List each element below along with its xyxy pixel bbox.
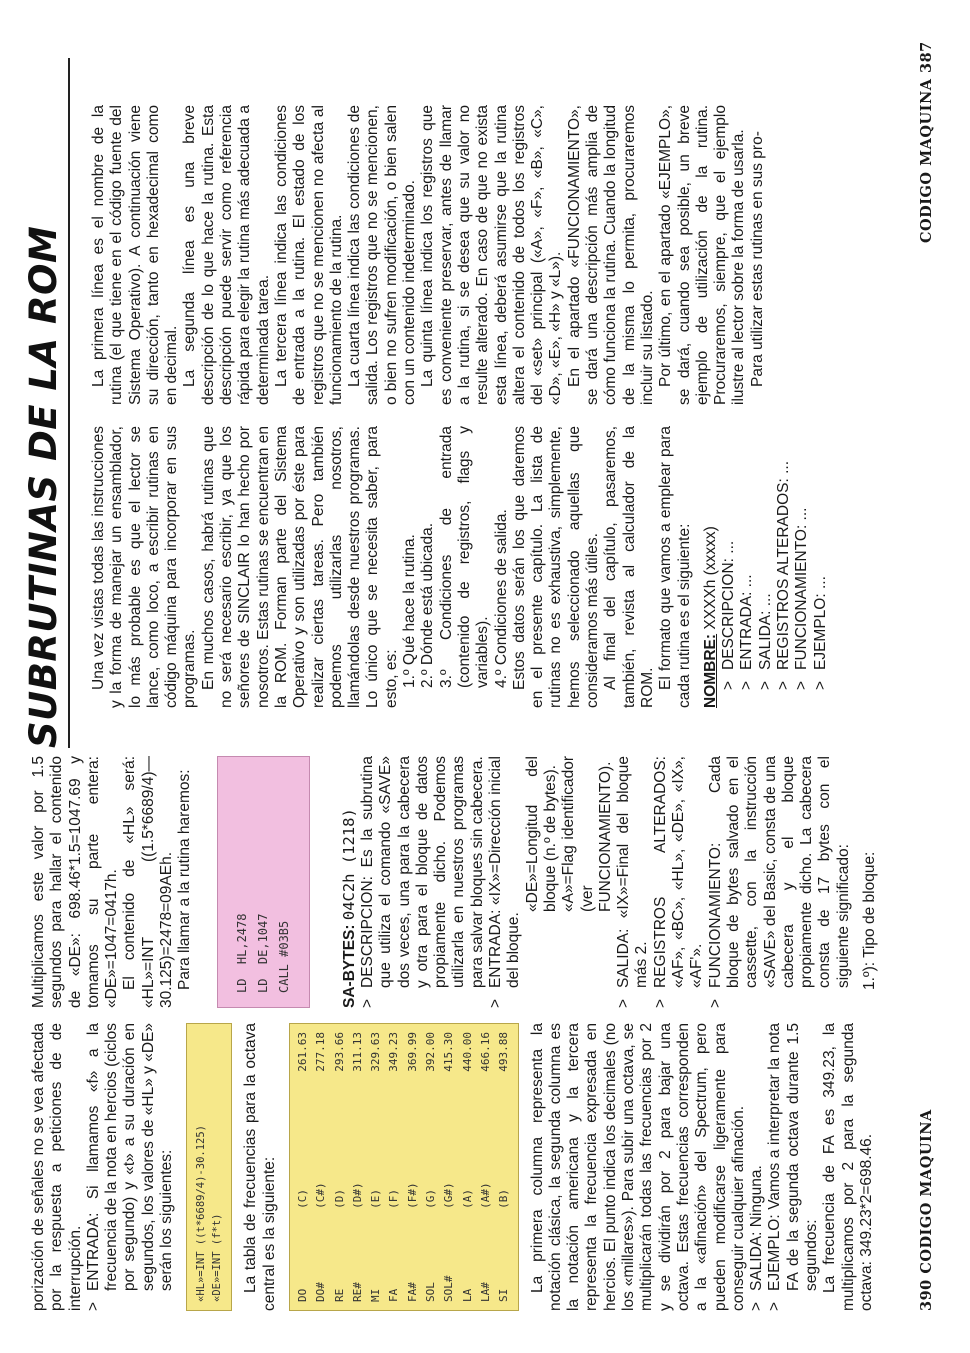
table-row — [404, 1030, 422, 1304]
frequency-cell: 369.99 — [405, 1032, 419, 1072]
frequency-table-body — [294, 1030, 514, 1304]
paragraph: Multiplicamos este valor por 1.5 segundos para hallar el contenido de «DE»: 698.46*1.5=1047.69 y tomamos su parte entera: «DE»=1047=0417h. — [30, 756, 121, 1008]
paragraph: La primera línea es el nombre de la rutina (el que tiene en el código fuente del Sistema Operativo). A continuación viene su dirección, tanto en hexadecimal como en decimal. — [90, 105, 181, 405]
note-alt-cell: (A) — [460, 1188, 474, 1209]
format-item: > EJEMPLO: ... — [812, 426, 830, 690]
routine-address: 04C2h (1218) — [339, 808, 358, 921]
paragraph: La frecuencia de FA es 349.23, la multiplicamos por 2 para la segunda octava: 349.23*2=698.46. — [821, 1023, 875, 1311]
note-name-cell: DO — [295, 1288, 309, 1302]
left-column-2 — [30, 756, 879, 1008]
note-name-cell: LA# — [478, 1282, 492, 1302]
routine-address: XXXXh (xxxxx) — [701, 526, 719, 630]
frequency-cell: 493.88 — [497, 1032, 511, 1072]
format-item: > ENTRADA: ... — [738, 426, 756, 690]
table-row — [459, 1030, 477, 1304]
code-box: LD HL,2478 LD DE,1047 CALL #03B5 — [217, 756, 310, 1008]
note-name-cell: SOL# — [442, 1275, 456, 1302]
frequency-cell: 277.18 — [314, 1032, 328, 1072]
frequency-cell: 466.16 — [478, 1032, 492, 1072]
note-alt-cell: (E) — [369, 1188, 383, 1209]
paragraph: La segunda línea es una breve descripción de lo que hace la rutina. Esta descripción puede servir como referencia rápida para elegir la rutina más adecuada a determinada tarea. — [181, 105, 272, 405]
routine-label: SA-BYTES: — [340, 924, 358, 1008]
note-alt-cell: (A#) — [478, 1182, 492, 1209]
paragraph: En muchos casos, habrá rutinas que no será necesario escribir, ya que los señores de SINCLAIR lo han hecho por nosotros. Estas rutinas se encuentran en la ROM. Forman parte del Sistema Operativo y son utilizadas por éste para realizar ciertas tareas. Pero también podemos utilizarlas nosotros, llamándolas desde nuestros programas. Lo único que se necesita saber, para esto, es: — [199, 426, 400, 708]
paragraph: 1.º): Tipo de bloque: — [860, 851, 878, 990]
format-item: > SALIDA: ... — [757, 426, 775, 690]
paragraph: La cuarta línea indica las condiciones de salida. Los registros que no se mencionen, o bien no sufren modificación, o bien salen con un contenido indeterminado. — [346, 105, 419, 405]
table-row — [440, 1030, 458, 1304]
table-row — [331, 1030, 349, 1304]
routine-name — [702, 426, 720, 708]
frequency-cell: 440.00 — [460, 1032, 474, 1072]
list-item: 3.º Condiciones de entrada (contenido de registros, flags y variables). — [437, 426, 492, 688]
table-row — [312, 1030, 330, 1304]
format-item: > FUNCIONAMIENTO: ... — [793, 426, 811, 690]
paragraph: Una vez vistas todas las instrucciones y la forma de manejar un ensamblador, lo más probable es que el lector se lance, como loco, a escribir rutinas en código máquina para incorporar en sus programas. — [90, 426, 199, 708]
note-alt-cell: (C#) — [314, 1182, 328, 1209]
note-name-cell: MI — [369, 1288, 383, 1302]
salida-item: > SALIDA: Ninguna. — [748, 1023, 766, 1311]
format-item: > REGISTROS ALTERADOS: ... — [775, 426, 793, 690]
paragraph: El contenido de «HL» será: «HL»=INT ((1.5*6689/4)—30.125)=2478=09AEh. — [121, 756, 176, 1008]
table-row — [367, 1030, 385, 1304]
frequency-cell: 293.66 — [332, 1032, 346, 1072]
table-row — [294, 1030, 312, 1304]
formula-line: «HL»=INT ((t*6689/4)-30.125) — [195, 1124, 208, 1302]
registros-item: > REGISTROS ALTERADOS: «AF», «BC», «HL», «DE», «IX», «AF'». — [652, 756, 707, 1008]
right-folio: CODIGO MAQUINA 387 — [918, 41, 935, 243]
funcionamiento-item: > FUNCIONAMIENTO: Cada bloque de bytes salvado en el cassette, con la instrucción «SAVE» del Basic, consta de una cabecera y el bloque propiamente dicho. La cabecera consta de 17 bytes con el siguiente significado: — [707, 756, 853, 1008]
note-name-cell: SI — [497, 1288, 511, 1302]
paragraph: porización de señales no se vea afectada por la respuesta a peticiones de de interrupción. — [30, 1023, 84, 1311]
note-alt-cell: (D#) — [350, 1182, 364, 1209]
entrada-item: > ENTRADA: «IX»=Dirección inicial del bloque. — [487, 756, 524, 1008]
table-row — [477, 1030, 495, 1304]
table-row — [495, 1030, 513, 1304]
note-alt-cell: (C) — [295, 1188, 309, 1209]
table-row — [349, 1030, 367, 1304]
paragraph: La quinta línea indica los registros que es conveniente preservar, antes de llamar a la rutina, si se desea que su valor no resulte alterado. En caso de que no exista esta línea, deberá asumirse que la rutina altera el contenido de todos los registros del «set» principal («A», «F», «B», «C», «D», «E», «H» y «L»). — [419, 105, 565, 405]
note-name-cell: DO# — [314, 1282, 328, 1302]
format-list — [720, 426, 830, 708]
note-name-cell: RE — [332, 1288, 346, 1302]
table-row — [385, 1030, 403, 1304]
format-item: > DESCRIPCION: ... — [720, 426, 738, 690]
note-name-cell: RE# — [350, 1282, 364, 1302]
note-name-cell: FA — [387, 1288, 401, 1302]
paragraph: La tabla de frecuencias para la octava central es la siguiente: — [242, 1023, 278, 1311]
frequency-cell: 329.63 — [369, 1032, 383, 1072]
left-column-1 — [30, 1023, 876, 1311]
right-column-2 — [90, 105, 767, 405]
frequency-table — [289, 1023, 519, 1311]
note-name-cell: FA# — [405, 1282, 419, 1302]
table-row — [422, 1030, 440, 1304]
routine-name — [340, 756, 359, 1008]
routine-label: NOMBRE: — [701, 633, 719, 708]
paragraph: La tercera línea indica las condiciones de entrada a la rutina. El estado de los registros que no se mencionen no afecta al funcionamiento de la rutina. — [272, 105, 345, 405]
paragraph: El formato que vamos a emplear para cada rutina es el siguiente: — [657, 426, 693, 708]
note-alt-cell: (G) — [424, 1188, 438, 1209]
note-alt-cell: (F#) — [405, 1182, 419, 1209]
ejemplo-item: > EJEMPLO: Vamos a interpretar la nota FA de la segunda octava durante 1.5 segundos: — [766, 1023, 821, 1311]
formula-line: «DE»=INT (f*t) — [211, 1213, 224, 1302]
title-rule — [68, 58, 70, 748]
paragraph: Para llamar a la rutina haremos: — [176, 769, 194, 990]
chapter-title: SUBRUTINAS DE LA ROM — [22, 225, 65, 748]
entrada-line: «DE»=Longitud del bloque (n.º de bytes). — [523, 756, 559, 912]
frequency-cell: 311.13 — [350, 1032, 364, 1072]
frequency-cell: 415.30 — [442, 1032, 456, 1072]
note-alt-cell: (F) — [387, 1188, 401, 1209]
entrada-line: «A»=Flag identificador (ver FUNCIONAMIENTO). — [560, 756, 614, 912]
note-alt-cell: (G#) — [442, 1182, 456, 1209]
note-name-cell: SOL — [424, 1282, 438, 1302]
paragraph: Estos datos serán los que daremos en el presente capítulo. La lista de rutinas no es exhaustiva, simplemente, hemos seleccionado aquellas que consideramos más útiles. — [510, 426, 602, 708]
paragraph: Al final del capítulo, pasaremos, también, revista al calculador de la ROM. — [602, 426, 656, 708]
formula-box — [186, 1023, 232, 1311]
paragraph: La primera columna representa la notación clásica, la segunda columna es la notación americana y la tercera representa la frecuencia expresada en hercios. El punto indica los decimales (no los «millares»). Para subir una octava, se multiplicarán todas las frecuencias por 2 y se dividirán por 2 para bajar una octava. Estas frecuencias corresponden a la «afinación» del Spectrum, pero pueden modificarse ligeramente para conseguir cualquier afinación. — [528, 1023, 747, 1311]
note-name-cell: LA — [460, 1288, 474, 1302]
left-folio: 390 CODIGO MAQUINA — [918, 1109, 935, 1311]
note-alt-cell: (B) — [497, 1188, 511, 1209]
entrada-item: > ENTRADA: Si llamamos «f» a la frecuencia de la nota en hercios (ciclos por segundo) y «t» a su duración en segundos, los valores de «HL» y «DE» serán los siguientes: — [85, 1023, 176, 1311]
descripcion-item: > DESCRIPCION: Es la subrutina que utiliza el comando «SAVE» dos veces, una para la cabecera y otra para el bloque de datos propiamente dicho. Podemos utilizarla en nuestros programas para salvar bloques sin cabecera. — [359, 756, 487, 1008]
frequency-cell: 392.00 — [424, 1032, 438, 1072]
note-alt-cell: (D) — [332, 1188, 346, 1209]
frequency-cell: 349.23 — [387, 1032, 401, 1072]
right-column-1 — [90, 426, 830, 708]
paragraph: Para utilizar estas rutinas en sus pro- — [748, 131, 766, 387]
list-item: 1.º Qué hace la rutina. — [401, 534, 419, 688]
requirements-list — [401, 426, 511, 708]
frequency-cell: 261.63 — [295, 1032, 309, 1072]
list-item: 2.º Dónde está ubicada. — [419, 522, 437, 688]
salida-item: > SALIDA: «IX»=Final del bloque más 2. — [615, 756, 652, 1008]
paragraph: En el apartado «FUNCIONAMIENTO», se dará una descripción más amplia de cómo funciona la rutina. Cuando la longitud de la misma lo permita, procuraremos incluir su listado. — [565, 105, 656, 405]
list-item: 4.º Condiciones de salida. — [492, 509, 510, 688]
paragraph: Por último, en el apartado «EJEMPLO», se dará, cuando sea posible, un breve ejemplo de utilización de la rutina. Procuraremos, siempre, que el ejemplo ilustre al lector sobre la forma de usarla. — [657, 105, 748, 405]
